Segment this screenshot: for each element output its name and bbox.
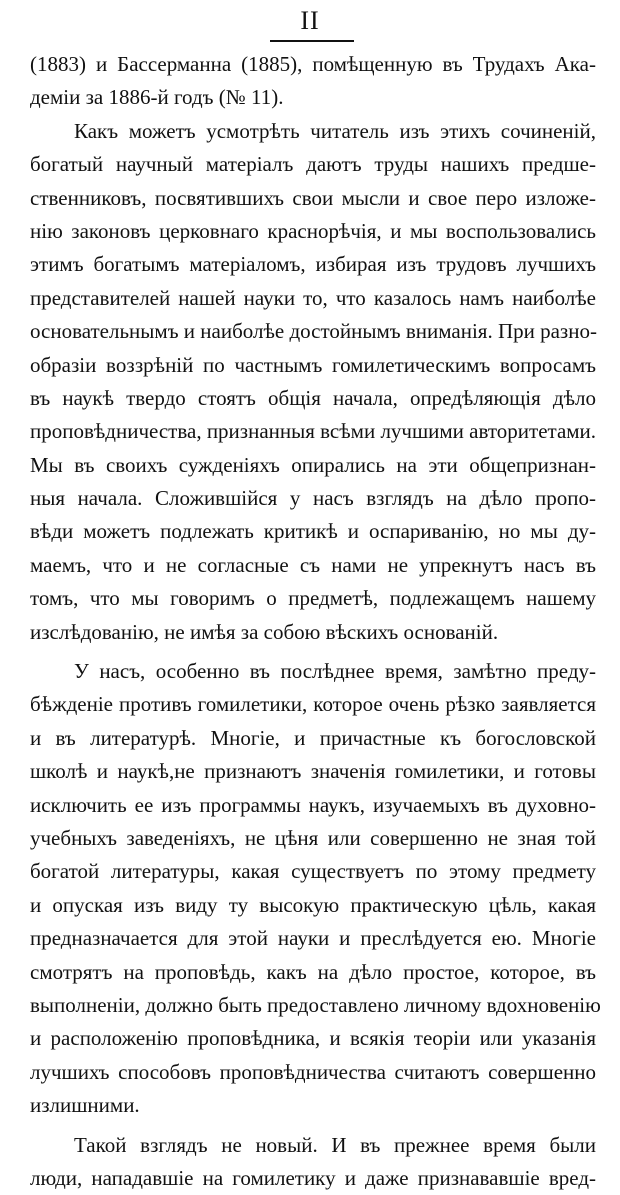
text-line: богатый научный матеріалъ даютъ труды нашихъ предше- (30, 148, 596, 181)
text-line: предназначается для этой науки и преслѣдуется ею. Многіе (30, 922, 596, 955)
text-line: основательнымъ и наиболѣе достойнымъ вниманія. При разно- (30, 315, 596, 348)
paragraph (30, 1129, 596, 1195)
page-number: II (0, 6, 620, 36)
body-text (30, 48, 596, 1195)
text-line: ныя начала. Сложившійся у насъ взглядъ на дѣло пропо- (30, 482, 596, 515)
text-line: вѣди можетъ подлежать критикѣ и оспариванію, но мы ду- (30, 515, 596, 548)
text-line: образіи воззрѣній по частнымъ гомилетическимъ вопросамъ (30, 349, 596, 382)
header-rule (270, 40, 354, 42)
text-line: смотрятъ на проповѣдь, какъ на дѣло простое, которое, въ (30, 956, 596, 989)
text-line: У насъ, особенно въ послѣднее время, замѣтно преду- (30, 655, 596, 688)
text-line: исключить ее изъ программы наукъ, изучаемыхъ въ духовно- (30, 789, 596, 822)
text-line: и въ литературѣ. Многіе, и причастные къ богословской (30, 722, 596, 755)
text-line: проповѣдничества, признанныя всѣми лучшими авторитетами. (30, 415, 596, 448)
text-line: нію законовъ церковнаго краснорѣчія, и мы воспользовались (30, 215, 596, 248)
text-line: бѣжденіе противъ гомилетики, которое очень рѣзко заявляется (30, 688, 596, 721)
text-line: маемъ, что и не согласные съ нами не упрекнутъ насъ въ (30, 549, 596, 582)
text-line: и опуская изъ виду ту высокую практическую цѣль, какая (30, 889, 596, 922)
paragraph (30, 48, 596, 115)
text-line: излишними. (30, 1089, 596, 1122)
text-line: люди, нападавшіе на гомилетику и даже признававшіе вред- (30, 1162, 596, 1195)
text-line: ственниковъ, посвятившихъ свои мысли и свое перо изложе- (30, 182, 596, 215)
text-line: изслѣдованію, не имѣя за собою вѣскихъ основаній. (30, 616, 596, 649)
paragraph (30, 115, 596, 649)
text-line: богатой литературы, какая существуетъ по этому предмету (30, 855, 596, 888)
text-line: Какъ можетъ усмотрѣть читатель изъ этихъ сочиненій, (30, 115, 596, 148)
page-header (0, 4, 620, 44)
text-line: Такой взглядъ не новый. И въ прежнее время были (30, 1129, 596, 1162)
text-line: деміи за 1886-й годъ (№ 11). (30, 81, 596, 114)
text-line: Мы въ своихъ сужденіяхъ опирались на эти общепризнан- (30, 449, 596, 482)
text-line: представителей нашей науки то, что казалось намъ наиболѣе (30, 282, 596, 315)
paragraph (30, 655, 596, 1122)
text-line: школѣ и наукѣ,не признаютъ значенія гомилетики, и готовы (30, 755, 596, 788)
text-line: учебныхъ заведеніяхъ, не цѣня или совершенно не зная той (30, 822, 596, 855)
text-line: этимъ богатымъ матеріаломъ, избирая изъ трудовъ лучшихъ (30, 248, 596, 281)
text-line: въ наукѣ твердо стоятъ общія начала, опредѣляющія дѣло (30, 382, 596, 415)
text-line: (1883) и Бассерманна (1885), помѣщенную въ Трудахъ Ака- (30, 48, 596, 81)
text-line: выполненіи, должно быть предоставлено личному вдохновенію (30, 989, 596, 1022)
text-line: лучшихъ способовъ проповѣдничества считаютъ совершенно (30, 1056, 596, 1089)
text-line: томъ, что мы говоримъ о предметѣ, подлежащемъ нашему (30, 582, 596, 615)
text-line: и расположенію проповѣдника, и всякія теоріи или указанія (30, 1022, 596, 1055)
